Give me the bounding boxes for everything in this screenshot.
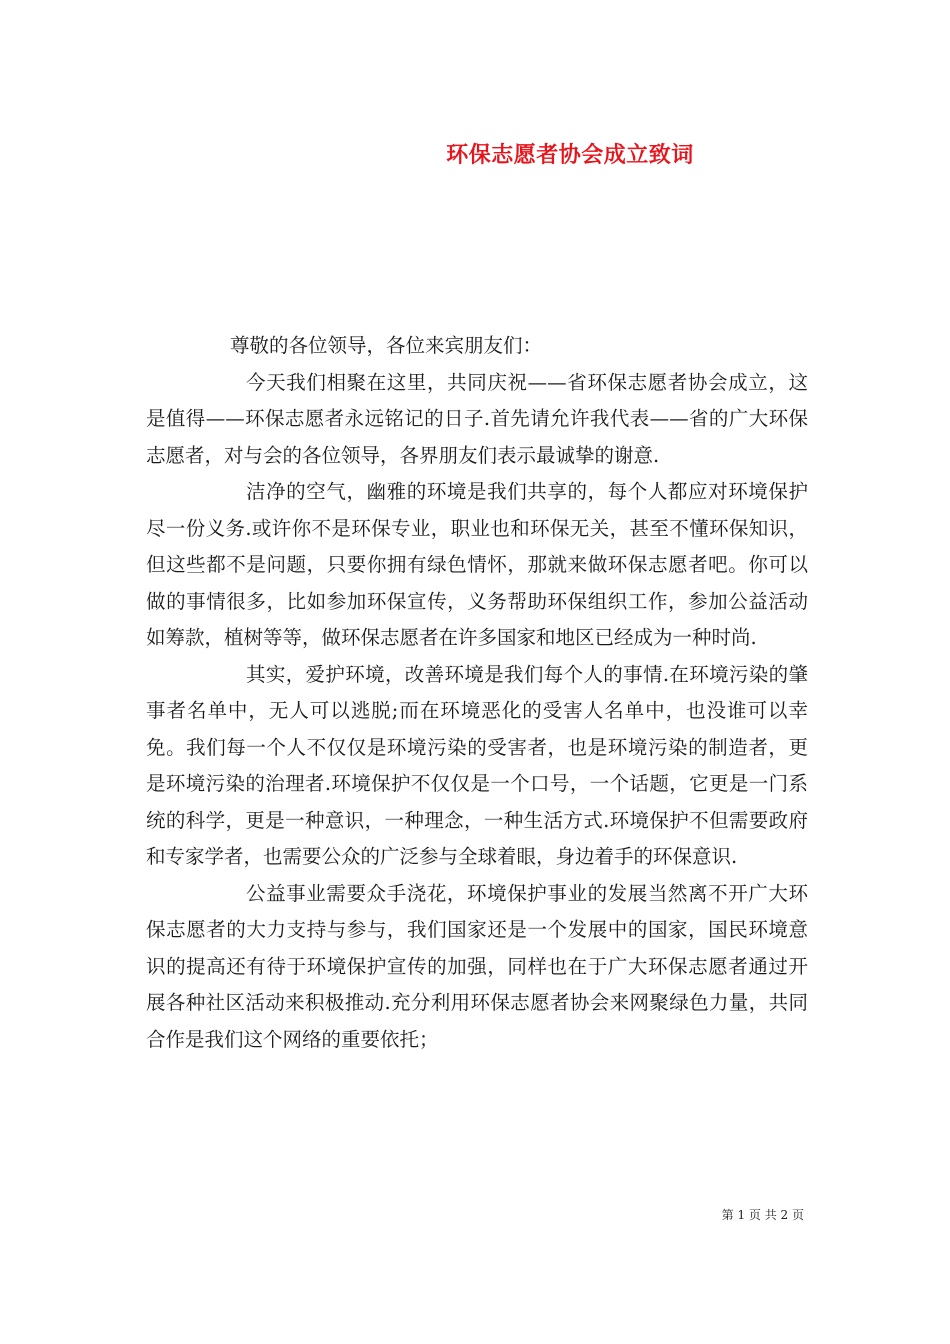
paragraph-3: 其实，爱护环境，改善环境是我们每个人的事情.在环境污染的肇事者名单中，无人可以逃脱;而在环境恶化的受害人名单中，也没谁可以幸免。我们每一个人不仅仅是环境污染的受害者，也是环境污染的制造者，更是环境污染的治理者.环境保护不仅仅是一个口号，一个话题，它更是一门系统的科学，更是一种意识，一种理念，一种生活方式.环境保护不但需要政府和专家学者，也需要公众的广泛参与全球着眼，身边着手的环保意识. bbox=[146, 662, 808, 868]
salutation: 尊敬的各位领导，各位来宾朋友们： bbox=[230, 334, 543, 357]
document-title: 环保志愿者协会成立致词 bbox=[446, 142, 694, 168]
paragraph-4: 公益事业需要众手浇花，环境保护事业的发展当然离不开广大环保志愿者的大力支持与参与，我们国家还是一个发展中的国家，国民环境意识的提高还有待于环境保护宣传的加强，同样也在于广大环保志愿者通过开展各种社区活动来积极推动.充分利用环保志愿者协会来网聚绿色力量，共同合作是我们这个网络的重要依托； bbox=[146, 881, 808, 1051]
paragraph-1: 今天我们相聚在这里，共同庆祝——省环保志愿者协会成立，这是值得——环保志愿者永远铭记的日子.首先请允许我代表——省的广大环保志愿者，对与会的各位领导，各界朋友们表示最诚挚的谢意. bbox=[146, 370, 808, 467]
document-body bbox=[146, 328, 808, 1058]
page-number: 第 1 页 共 2 页 bbox=[721, 1208, 804, 1222]
paragraph-2: 洁净的空气，幽雅的环境是我们共享的，每个人都应对环境保护尽一份义务.或许你不是环保专业，职业也和环保无关，甚至不懂环保知识，但这些都不是问题，只要你拥有绿色情怀，那就来做环保志愿者吧。你可以做的事情很多，比如参加环保宣传，义务帮助环保组织工作，参加公益活动如筹款，植树等等，做环保志愿者在许多国家和地区已经成为一种时尚. bbox=[146, 480, 808, 649]
